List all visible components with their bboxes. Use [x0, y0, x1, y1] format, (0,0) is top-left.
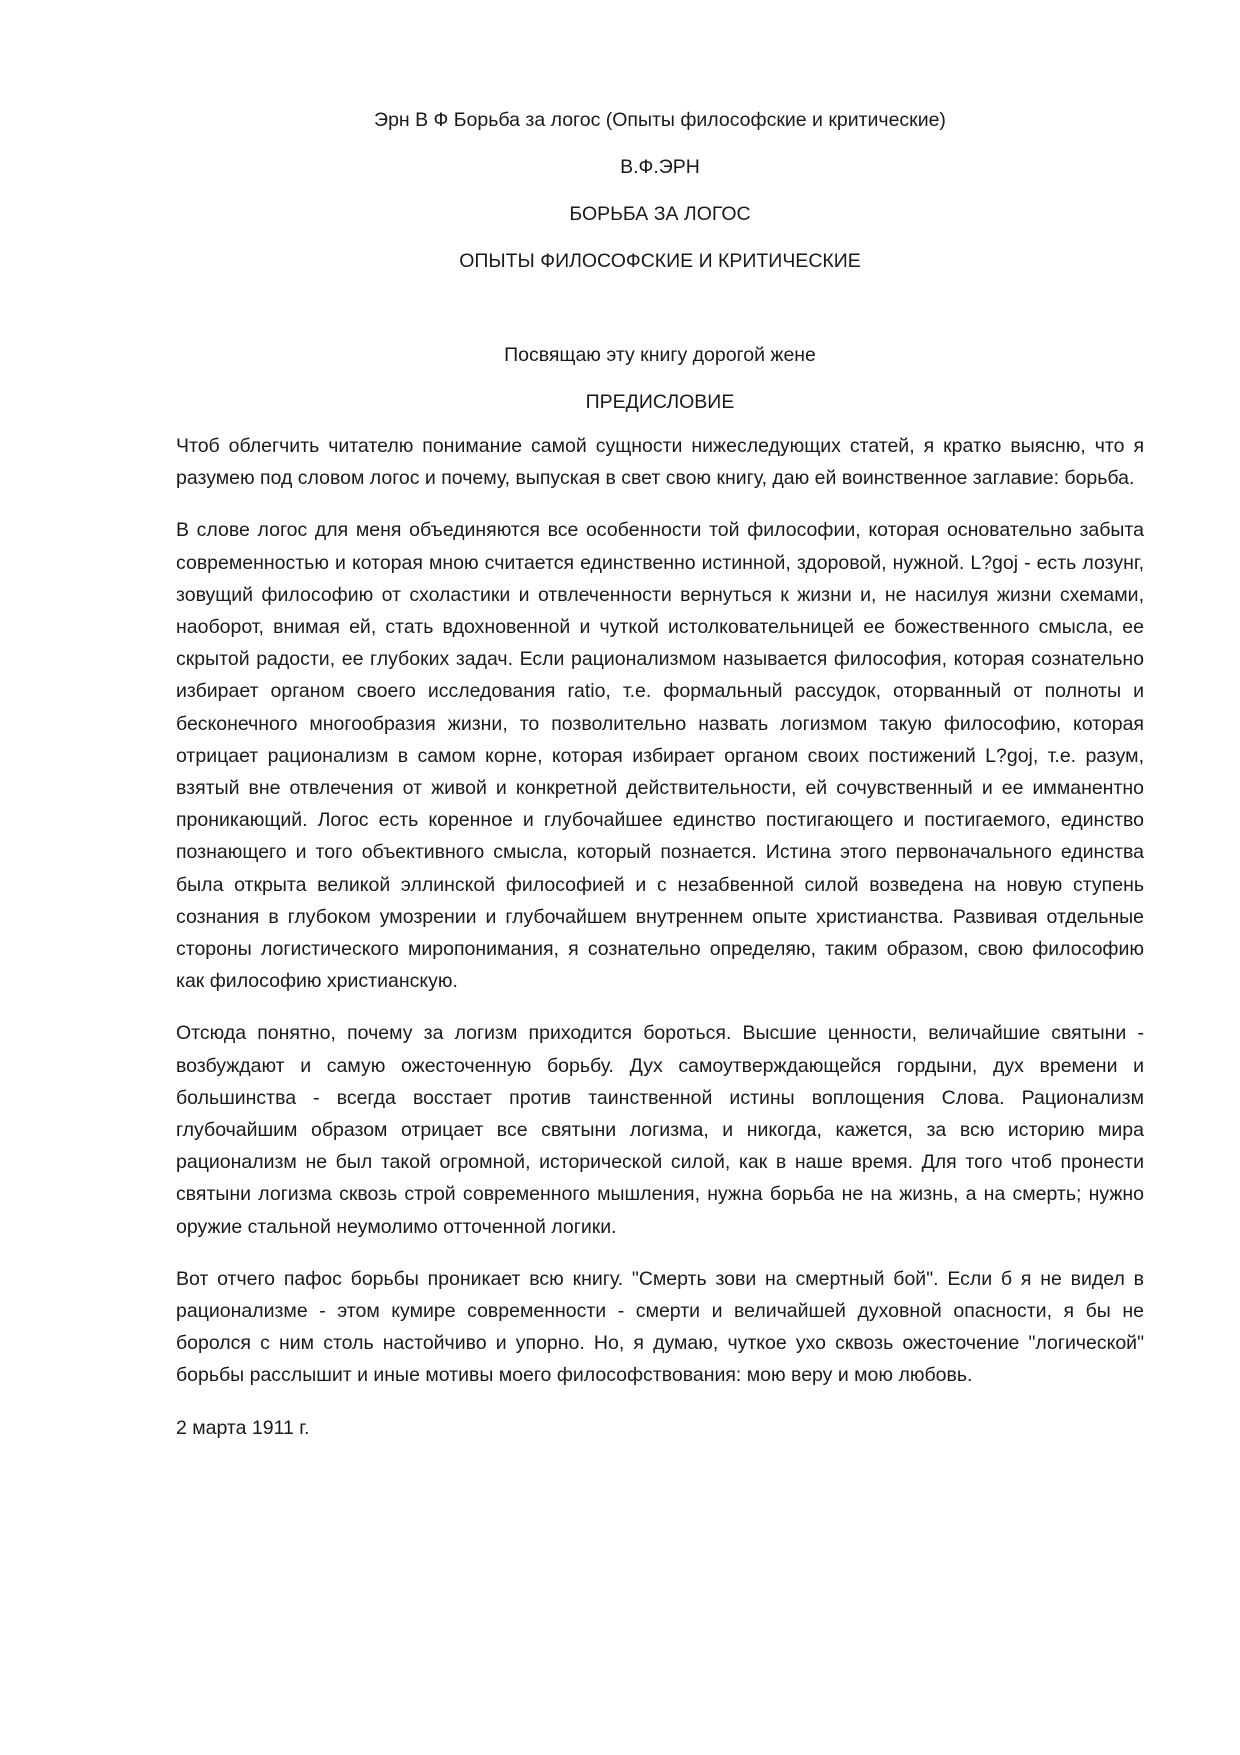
document-header-title: Эрн В Ф Борьба за логос (Опыты философские и критические)	[374, 109, 946, 131]
paragraph-1: Чтоб облегчить читателю понимание самой сущности нижеследующих статей, я кратко выясню, что я разумею под словом логос и почему, выпуская в свет свою книгу, даю ей воинственное заглавие: борьба.	[176, 435, 1144, 490]
book-title: БОРЬБА ЗА ЛОГОС	[569, 203, 751, 225]
book-subtitle: ОПЫТЫ ФИЛОСОФСКИЕ И КРИТИЧЕСКИЕ	[459, 250, 861, 272]
preface-date: 2 марта 1911 г.	[176, 1416, 310, 1439]
preface-body	[176, 430, 1144, 1464]
paragraph-2: В слове логос для меня объединяются все особенности той философии, которая основательно забыта современностью и которая мною считается единственно истинной, здоровой, нужной. L?goj - есть лозунг, зовущий философию от схоластики и отвлеченности вернуться к жизни и, не насилуя жизни схемами, наоборот, внимая ей, стать вдохновенной и чуткой истолковательницей ее божественного смысла, ее скрытой радости, ее глубоких задач. Если рационализмом называется философия, которая сознательно избирает органом своего исследования ratio, т.е. формальный рассудок, оторванный от полноты и бесконечного многообразия жизни, то позволительно назвать логизмом такую философию, которая отрицает рационализм в самом корне, которая избирает органом своих постижений L?goj, т.е. разум, взятый вне отвлечения от живой и конкретной действительности, ей сочувственный и ее имманентно проникающий. Логос есть коренное и глубочайшее единство постигающего и постигаемого, единство познающего и того объективного смысла, который познается. Истина этого первоначального единства была открыта великой эллинской философией и с незабвенной силой возведена на новую ступень сознания в глубоком умозрении и глубочайшем внутреннем опыте христианства. Развивая отдельные стороны логистического миропонимания, я сознательно определяю, таким образом, свою философию как философию христианскую.	[176, 519, 1144, 993]
paragraph-3: Отсюда понятно, почему за логизм приходится бороться. Высшие ценности, величайшие святыни - возбуждают и самую ожесточенную борьбу. Дух самоутверждающейся гордыни, дух времени и большинства - всегда восстает против таинственной истины воплощения Слова. Рационализм глубочайшим образом отрицает все святыни логизма, и никогда, кажется, за всю историю мира рационализм не был такой огромной, исторической силой, как в наше время. Для того чтоб пронести святыни логизма сквозь строй современного мышления, нужна борьба не на жизнь, а на смерть; нужно оружие стальной неумолимо отточенной логики.	[176, 1022, 1144, 1238]
section-heading: ПРЕДИСЛОВИЕ	[585, 391, 735, 413]
dedication: Посвящаю эту книгу дорогой жене	[504, 344, 816, 366]
paragraph-4: Вот отчего пафос борьбы проникает всю книгу. "Смерть зови на смертный бой". Если б я не видел в рационализме - этом кумире современности - смерти и величайшей духовной опасности, я бы не боролся с ним столь настойчиво и упорно. Но, я думаю, чуткое ухо сквозь ожесточение "логической" борьбы расслышит и иные мотивы моего философствования: мою веру и мою любовь.	[176, 1267, 1144, 1387]
author-name: В.Ф.ЭРН	[620, 156, 700, 178]
